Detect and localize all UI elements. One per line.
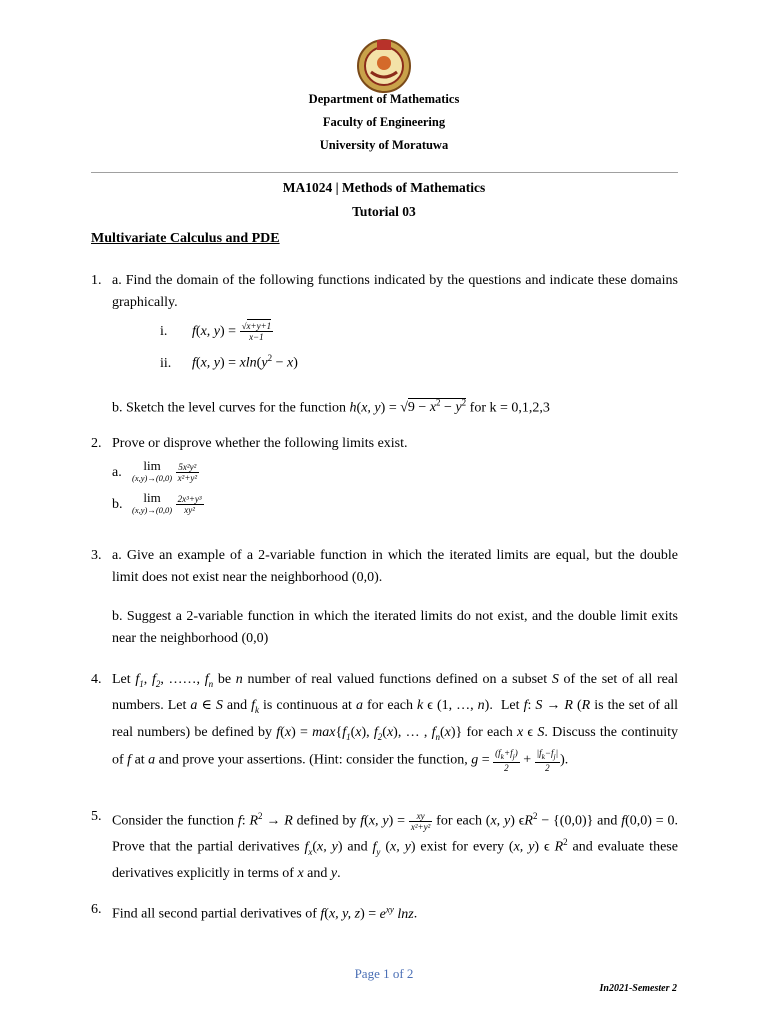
q2-a-label: a. (112, 464, 122, 480)
q1-subparts: i. f(x, y) = $\frac{√x+y+1}{x-1}$ ii. f(x, $y) = xln(y^2 - x)$ (160, 319, 678, 377)
q4-text: Let $f_1$, $f_2$, ……, $f_n$ be n number of real valued functions defined on a subset S of the set of all real numbers. Let a ∈ S and $f_k$ is continuous at a for each k ϵ (1, …, n). Let f: S → R (R is the set of all real numbers) be defined by $f(x) = \max\{f_1(x)$, $f_2(x)$, … , $f_n(x)$} for each x ϵ S. Discuss the continuity of f at a and prove your assertions. (Hint: consider the function, g = $\frac{(f_k+f_j)}{2}$ + $\frac{|f_k-f_j|}{2}$ ). (112, 672, 679, 773)
question-6: 6. Find all second partial derivatives of f(x, y, $z) = e^{xy}$ lnz. (91, 899, 678, 925)
question-number: 4. (91, 672, 102, 687)
q1b: b. Sketch the level curves for the function h(x, $y) = √9 - x^2 - y^2$ for k = 0,1,2,3 (112, 397, 550, 416)
q1b-text: b. Sketch the level curves for the function (112, 400, 347, 416)
q6-text: Find all second partial derivatives of (112, 906, 317, 922)
department-name: Department of Mathematics (308, 92, 460, 106)
question-number: 2. (91, 436, 102, 451)
faculty-name: Faculty of Engineering (322, 115, 446, 129)
q3a-text: a. Give an example of a 2-variable function in which the iterated limits are equal, but the double limit does not exist near the neighborhood (0,0). (112, 548, 678, 585)
q1a-text: a. Find the domain of the following functions indicated by the questions and indicate these domains graphically. (112, 273, 678, 310)
question-3 (91, 545, 678, 649)
q1-i-label: i. (160, 324, 168, 339)
q1-ii-expression: f (192, 355, 196, 371)
q5-text: Consider the function f: $R^2 \to R$ defined by f(x, y) = $\frac{xy}{\text{x²+y²}}$ for each (x, y) $\epsilon R^2 - \{(0,0)\}$ and f(0,0) = 0. Prove that the partial derivatives $f_x(x$, y) and $f_y$ (x, y) exist for every (x, y) ϵ $R^2$ and evaluate these derivatives explicitly in terms of x and y. (112, 810, 679, 882)
q2a-limit: lim (x,y)→(0,0) (132, 458, 173, 484)
q2-text: Prove or disprove whether the following limits exist. (112, 436, 408, 451)
q2-limits: a. lim (x,y)→(0,0) $\frac{\text{5x²y²}}{\text{x²+y²}}$ b. lim (x,y)→(0,0) $\frac{\text{2x³+y³}}{\text{xy²}}$ (112, 457, 678, 521)
section-title: Multivariate Calculus and PDE (91, 231, 280, 246)
q1-i-expression: f (192, 324, 196, 339)
q1-ii-label: ii. (160, 355, 172, 371)
question-number: 3. (91, 548, 102, 563)
university-name: University of Moratuwa (319, 138, 449, 152)
header-divider (91, 172, 678, 173)
q2b-limit: lim (x,y)→(0,0) (132, 490, 173, 516)
question-number: 5. (91, 809, 102, 824)
q2-b-label: b. (112, 496, 123, 512)
q1b-tail: for k = 0,1,2,3 (469, 400, 550, 416)
q6-expression: f (320, 906, 325, 922)
question-number: 6. (91, 902, 102, 917)
question-4 (91, 669, 678, 773)
tutorial-title: Tutorial 03 (352, 204, 416, 219)
question-number: 1. (91, 273, 102, 288)
university-crest-logo (355, 36, 413, 94)
page-number: Page 1 of 2 (354, 966, 414, 981)
semester-label: In2021-Semester 2 (599, 983, 677, 994)
course-title: MA1024 | Methods of Mathematics (282, 180, 486, 195)
question-5 (91, 806, 678, 885)
question-1 (91, 270, 678, 419)
question-2 (91, 433, 678, 521)
q3b-text: b. Suggest a 2-variable function in which the iterated limits do not exist, and the double limit exits near the neighborhood (0,0) (112, 609, 678, 646)
